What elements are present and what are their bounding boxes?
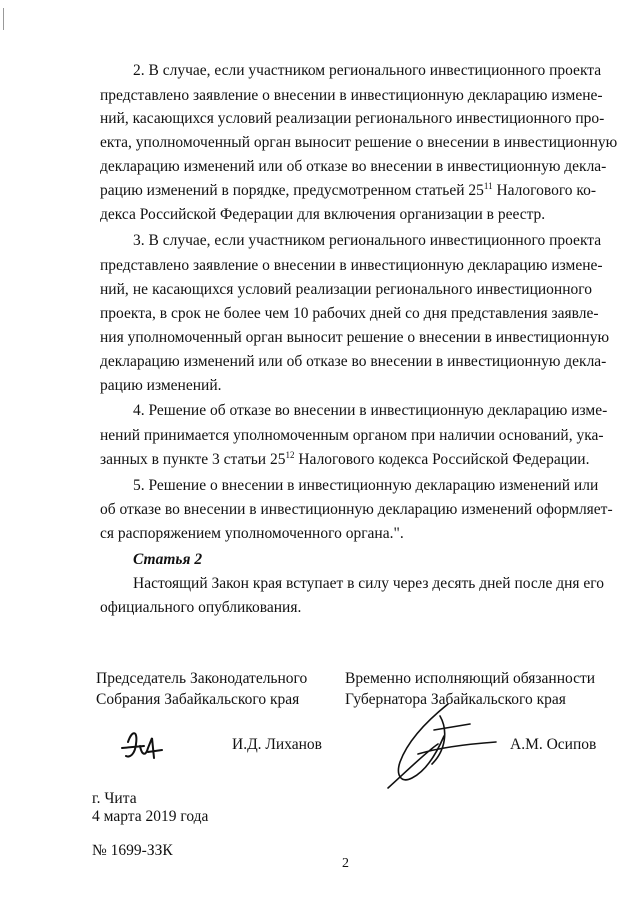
item4-line3-text: занных в пункте 3 статьи 25 (100, 451, 286, 468)
item3-line6: декларацию изменений или об отказе во внесении в инвестиционную декла- (100, 353, 607, 370)
item5-line1: 5. Решение о внесении в инвестиционную декларацию изменений или (133, 477, 599, 494)
left-title-line2: Собрания Забайкальского края (96, 691, 300, 708)
item2-line1: 2. В случае, если участником регионального инвестиционного проекта (133, 62, 602, 79)
right-title-line2: Губернатора Забайкальского края (345, 691, 566, 708)
item2-line4: екта, уполномоченный орган выносит решение о внесении в инвестиционную (100, 134, 618, 151)
item2-line2: представлено заявление о внесении в инвестиционную декларацию измене- (100, 87, 603, 104)
item3-line1: 3. В случае, если участником регионального инвестиционного проекта (133, 232, 602, 249)
item4-article-superscript: 12 (285, 450, 295, 460)
left-signatory-title (96, 668, 307, 710)
item4-line3-text-end: Налогового кодекса Российской Федерации. (294, 451, 590, 468)
item2-line3: ний, касающихся условий реализации регионального инвестиционного про- (100, 110, 605, 127)
item2-line6-text: рацию изменений в порядке, предусмотренном статьей 25 (100, 182, 484, 199)
article-text-line1: Настоящий Закон края вступает в силу через десять дней после дня его (133, 575, 605, 592)
article-heading: Статья 2 (133, 551, 203, 568)
item2-line6-text-end: Налогового ко- (492, 182, 597, 199)
right-title-line1: Временно исполняющий обязанности (345, 670, 596, 687)
item5-line2: об отказе во внесении в инвестиционную декларацию изменений оформляет- (100, 501, 613, 518)
item2-article-superscript: 11 (483, 181, 493, 191)
item4-line2: нений принимается уполномоченным органом при наличии оснований, ука- (100, 427, 604, 444)
right-signatory-name: А.М. Осипов (510, 736, 597, 753)
left-title-line1: Председатель Законодательного (96, 670, 308, 687)
city: г. Чита (92, 790, 137, 807)
left-signatory-name: И.Д. Лиханов (232, 736, 322, 753)
signing-date: 4 марта 2019 года (92, 808, 209, 825)
item4-line1: 4. Решение об отказе во внесении в инвестиционную декларацию изме- (133, 402, 608, 419)
item4-line3 (100, 451, 592, 469)
right-signature-image (378, 700, 498, 800)
item3-line3: ний, не касающихся условий реализации регионального инвестиционного (100, 281, 592, 298)
article-text-line2: официального опубликования. (100, 599, 302, 616)
item3-line5: ния уполномоченный орган выносит решение о внесении в инвестиционную (100, 329, 610, 346)
item3-line7: рацию изменений. (100, 377, 222, 394)
item3-line4: проекта, в срок не более чем 10 рабочих дней со дня представления заявле- (100, 305, 599, 322)
item5-line3: ся распоряжением уполномоченного органа.". (100, 525, 404, 542)
item2-line7: декса Российской Федерации для включения организации в реестр. (100, 206, 546, 223)
page-number: 2 (342, 856, 349, 871)
item2-line5: декларацию изменений или об отказе во внесении в инвестиционную декла- (100, 158, 607, 175)
item3-line2: представлено заявление о внесении в инвестиционную декларацию измене- (100, 257, 603, 274)
item2-line6 (100, 181, 597, 200)
left-signature-image (118, 722, 170, 768)
law-number: № 1699-ЗЗК (92, 842, 173, 859)
